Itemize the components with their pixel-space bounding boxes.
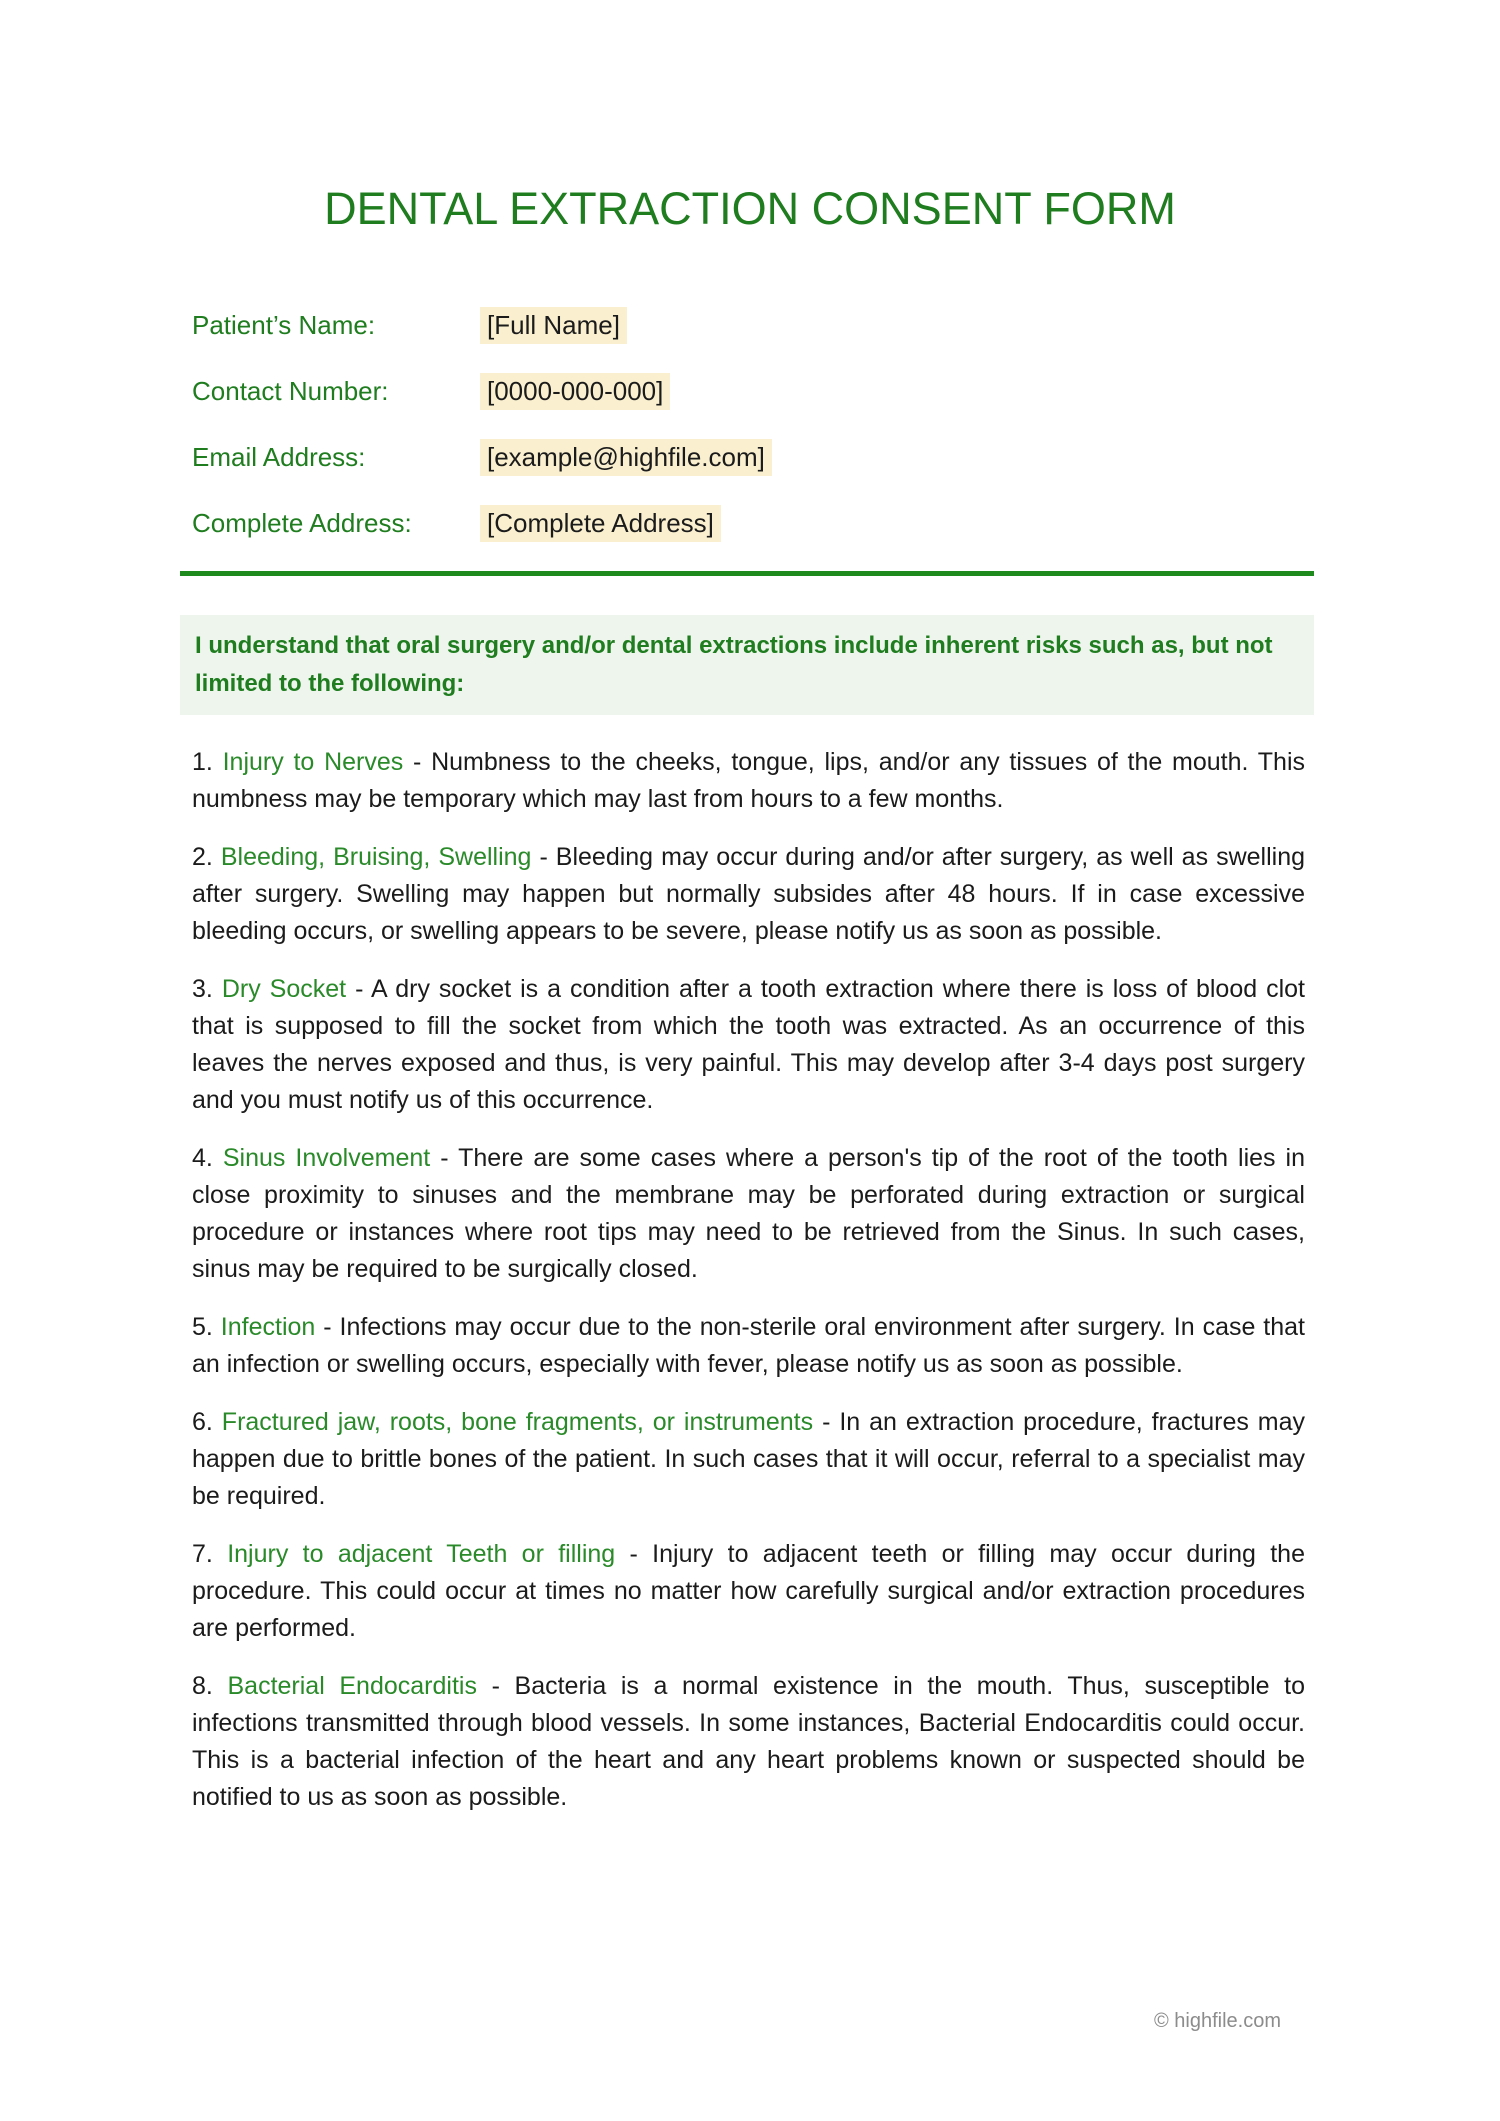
complete-address-field[interactable]: [Complete Address] [480,505,721,542]
risk-description: - Numbness to the cheeks, tongue, lips, and/or any tissues of the mouth. This numbness may be temporary which may last from hours to a few months. [192,748,1305,813]
risk-item-fractures [192,1404,1305,1515]
email-address-field[interactable]: [example@highfile.com] [480,439,772,476]
risk-number: 1. [192,748,213,776]
patient-info-section [192,307,1305,542]
risk-description: - A dry socket is a condition after a tooth extraction where there is loss of blood clot that is supposed to fill the socket from which the tooth was extracted. As an occurrence of this leaves the nerves exposed and thus, is very painful. This may develop after 3-4 days post surgery and you must notify us of this occurrence. [192,975,1305,1114]
risk-description: - There are some cases where a person's tip of the root of the tooth lies in close proximity to sinuses and the membrane may be perforated during extraction or surgical procedure or instances where root tips may need to be retrieved from the Sinus. In such cases, sinus may be required to be surgically closed. [192,1144,1306,1283]
risk-name: Dry Socket [221,975,347,1003]
risk-number: 2. [192,843,213,871]
contact-number-label: Contact Number: [192,376,389,406]
risk-name: Fractured jaw, roots, bone fragments, or instruments [221,1408,814,1436]
risk-item-bacterial-endocarditis [192,1668,1305,1816]
risk-name: Bleeding, Bruising, Swelling [220,843,532,871]
risk-item-sinus-involvement [192,1140,1305,1288]
copyright-watermark: © highfile.com [1153,2010,1281,2032]
risks-list [0,744,1500,1816]
field-row-contact-number [192,373,1305,410]
risk-name: Bacterial Endocarditis [227,1672,477,1700]
risk-item-infection [192,1309,1305,1383]
risk-description: - Bleeding may occur during and/or after surgery, as well as swelling after surgery. Swelling may happen but normally subsides after 48 hours. If in case excessive bleeding occurs, or swelling appears to be severe, please notify us as soon as possible. [192,843,1306,945]
risk-name: Infection [220,1313,316,1341]
risk-description: - Injury to adjacent teeth or filling may occur during the procedure. This could occur at times no matter how carefully surgical and/or extraction procedures are performed. [192,1540,1305,1642]
risk-number: 7. [192,1540,213,1568]
email-address-label: Email Address: [192,442,366,472]
risk-name: Sinus Involvement [222,1144,431,1172]
risk-number: 5. [192,1313,213,1341]
field-row-email-address [192,439,1305,476]
section-divider [180,571,1314,576]
risk-number: 3. [192,975,213,1003]
risk-name: Injury to Nerves [222,748,404,776]
patient-name-label: Patient’s Name: [192,310,376,340]
risk-item-bleeding-bruising-swelling [192,839,1305,950]
risk-description: - Infections may occur due to the non-sterile oral environment after surgery. In case that an infection or swelling occurs, especially with fever, please notify us as soon as possible. [192,1313,1306,1378]
contact-number-field[interactable]: [0000-000-000] [480,373,670,410]
page-title: DENTAL EXTRACTION CONSENT FORM [324,183,1176,234]
risk-number: 6. [192,1408,213,1436]
complete-address-label: Complete Address: [192,508,412,538]
risk-number: 8. [192,1672,213,1700]
risk-number: 4. [192,1144,213,1172]
risk-item-injury-to-adjacent-teeth [192,1536,1305,1647]
risk-description: - Bacteria is a normal existence in the mouth. Thus, susceptible to infections transmitted through blood vessels. In some instances, Bacterial Endocarditis could occur. This is a bacterial infection of the heart and any heart problems known or suspected should be notified to us as soon as possible. [192,1672,1305,1811]
risk-description: - In an extraction procedure, fractures may happen due to brittle bones of the patient. In such cases that it will occur, referral to a specialist may be required. [192,1408,1306,1510]
patient-name-field[interactable]: [Full Name] [480,307,627,344]
risk-item-injury-to-nerves [192,744,1305,818]
field-row-patient-name [192,307,1305,344]
risk-item-dry-socket [192,971,1305,1119]
field-row-complete-address [192,505,1305,542]
risks-intro-statement: I understand that oral surgery and/or dental extractions include inherent risks such as, but not limited to the following: [180,615,1314,715]
risk-name: Injury to adjacent Teeth or filling [227,1540,616,1568]
